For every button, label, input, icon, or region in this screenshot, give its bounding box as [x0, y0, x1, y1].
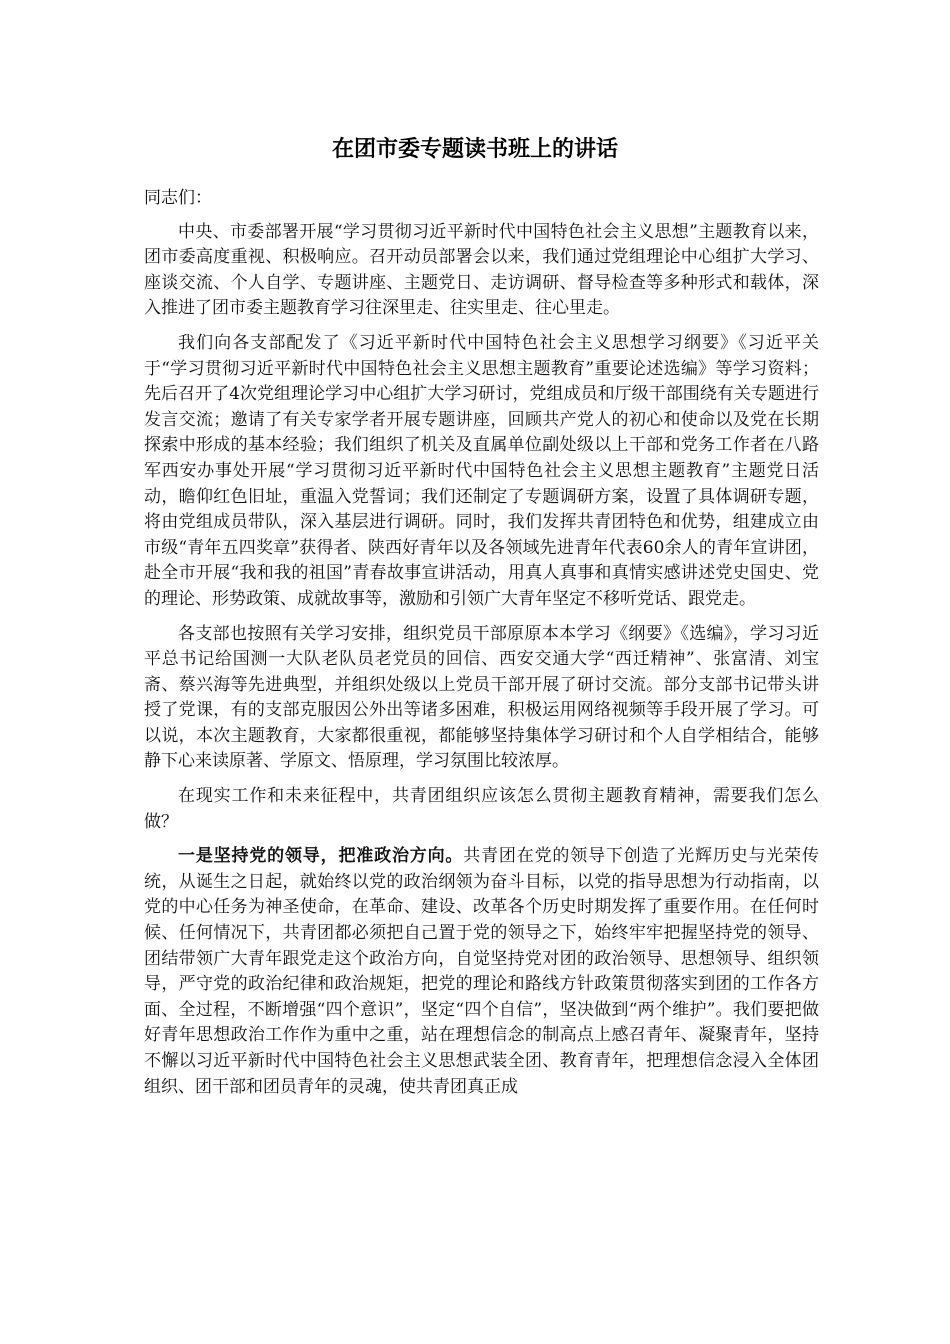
- paragraph-2-text: 我们向各支部配发了《习近平新时代中国特色社会主义思想学习纲要》《习近平关于“学习贯彻习近平新时代中国特色社会主义思想主题教育”重要论述选编》等学习资料；先后召开了4次党组理论学习中心组扩大学习研讨，党组成员和厅级干部围绕有关专题进行发言交流；邀请了有关专家学者开展专题讲座，回顾共产党人的初心和使命以及党在长期探索中形成的基本经验；我们组织了机关及直属单位副处级以上干部和党务工作者在八路军西安办事处开展“学习贯彻习近平新时代中国特色社会主义思想主题教育”主题党日活动，瞻仰红色旧址，重温入党誓词；我们还制定了专题调研方案，设置了具体调研专题，将由党组成员带队，深入基层进行调研。同时，我们发挥共青团特色和优势，组建成立由市级“青年五四奖章”获得者、陕西好青年以及各领域先进青年代表60余人的青年宣讲团，赴全市开展“我和我的祖国”青春故事宣讲活动，用真人真事和真情实感讲述党史国史、党的理论、形势政策、成就故事等，激励和引领广大青年坚定不移听党话、跟党走。: [144, 332, 819, 609]
- paragraph-2: [144, 331, 819, 613]
- paragraph-5-lead: 一是坚持党的领导，把准政治方向。: [178, 846, 464, 867]
- paragraph-5-text: 共青团在党的领导下创造了光辉历史与光荣传统，从诞生之日起，就始终以党的政治纲领为奋斗目标，以党的指导思想为行动指南，以党的中心任务为神圣使命，在革命、建设、改革各个历史时期发挥了重要作用。在任何时候、任何情况下，共青团都必须把自己置于党的领导之下，始终牢牢把握坚持党的领导、团结带领广大青年跟党走这个政治方向，自觉坚持党对团的政治领导、思想领导、组织领导，严守党的政治纪律和政治规矩，把党的理论和路线方针政策贯彻落实到团的工作各方面、全过程，不断增强“四个意识”，坚定“四个自信”，坚决做到“两个维护”。我们要把做好青年思想政治工作作为重中之重，站在理想信念的制高点上感召青年、凝聚青年，坚持不懈以习近平新时代中国特色社会主义思想武装全团、教育青年，把理想信念浸入全体团组织、团干部和团员青年的灵魂，使共青团真正成: [144, 846, 820, 1097]
- paragraph-5: [144, 844, 819, 1100]
- paragraph-3-text: 各支部也按照有关学习安排，组织党员干部原原本本学习《纲要》《选编》，学习习近平总书记给国测一大队老队员老党员的回信、西安交通大学“西迁精神”、张富清、刘宝斋、蔡兴海等先进典型，并组织处级以上党员干部开展了研讨交流。部分支部书记带头讲授了党课，有的支部克服因公外出等诸多困难，积极运用网络视频等手段开展了学习。可以说，本次主题教育，大家都很重视，都能够坚持集体学习研讨和个人自学相结合，能够静下心来读原著、学原文、悟原理，学习氛围比较浓厚。: [144, 623, 819, 772]
- salutation: 同志们：: [144, 188, 212, 208]
- document-body: [144, 186, 819, 1109]
- document-title: 在团市委专题读书班上的讲话: [331, 137, 618, 162]
- paragraph-4: [144, 784, 819, 835]
- paragraph-3: [144, 622, 819, 776]
- paragraph-1: [144, 220, 819, 322]
- paragraph-1-text: 中央、市委部署开展“学习贯彻习近平新时代中国特色社会主义思想”主题教育以来，团市委高度重视、积极响应。召开动员部署会以来，我们通过党组理论中心组扩大学习、座谈交流、个人自学、专题讲座、主题党日、走访调研、督导检查等多种形式和载体，深入推进了团市委主题教育学习往深里走、往实里走、往心里走。: [144, 221, 819, 319]
- paragraph-4-text: 在现实工作和未来征程中，共青团组织应该怎么贯彻主题教育精神，需要我们怎么做？: [144, 786, 819, 832]
